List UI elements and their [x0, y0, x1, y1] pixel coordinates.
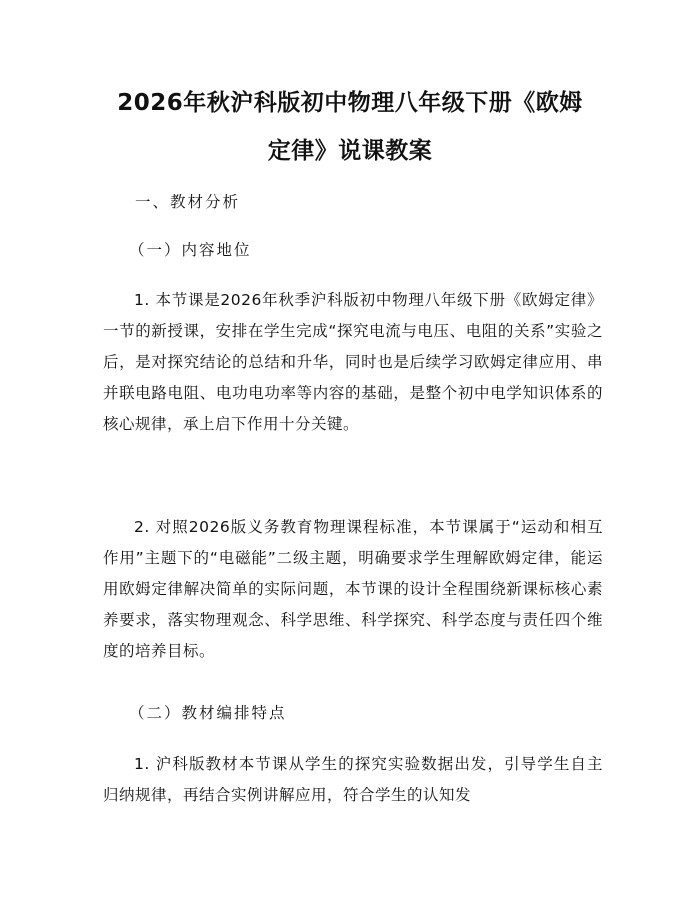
paragraph-textbook-features-1: 1. 沪科版教材本节课从学生的探究实验数据出发，引导学生自主归纳规律，再结合实例讲解应用，符合学生的认知发	[103, 755, 603, 804]
subsection-heading-content-position: （一）内容地位	[129, 241, 252, 259]
paragraph-content-position-2: 2. 对照2026版义务教育物理课程标准，本节课属于“运动和相互作用”主题下的“电磁能”二级主题，明确要求学生理解欧姆定律，能运用欧姆定律解决简单的实际问题，本节课的设计全程围绕新课标核心素养要求，落实物理观念、科学思维、科学探究、科学态度与责任四个维度的培养目标。	[103, 518, 603, 660]
subsection-heading-textbook-features: （二）教材编排特点	[129, 704, 287, 722]
section-heading-textbook-analysis: 一、教材分析	[135, 193, 241, 211]
paragraph-content-position-1: 1. 本节课是2026年秋季沪科版初中物理八年级下册《欧姆定律》一节的新授课，安排在学生完成“探究电流与电压、电阻的关系”实验之后，是对探究结论的总结和升华，同时也是后续学习欧姆定律应用、串并联电路电阻、电功电功率等内容的基础，是整个初中电学知识体系的核心规律，承上启下作用十分关键。	[103, 291, 603, 433]
document-title-line-1: 2026年秋沪科版初中物理八年级下册《欧姆	[117, 90, 583, 116]
document-title-line-2: 定律》说课教案	[267, 138, 433, 164]
